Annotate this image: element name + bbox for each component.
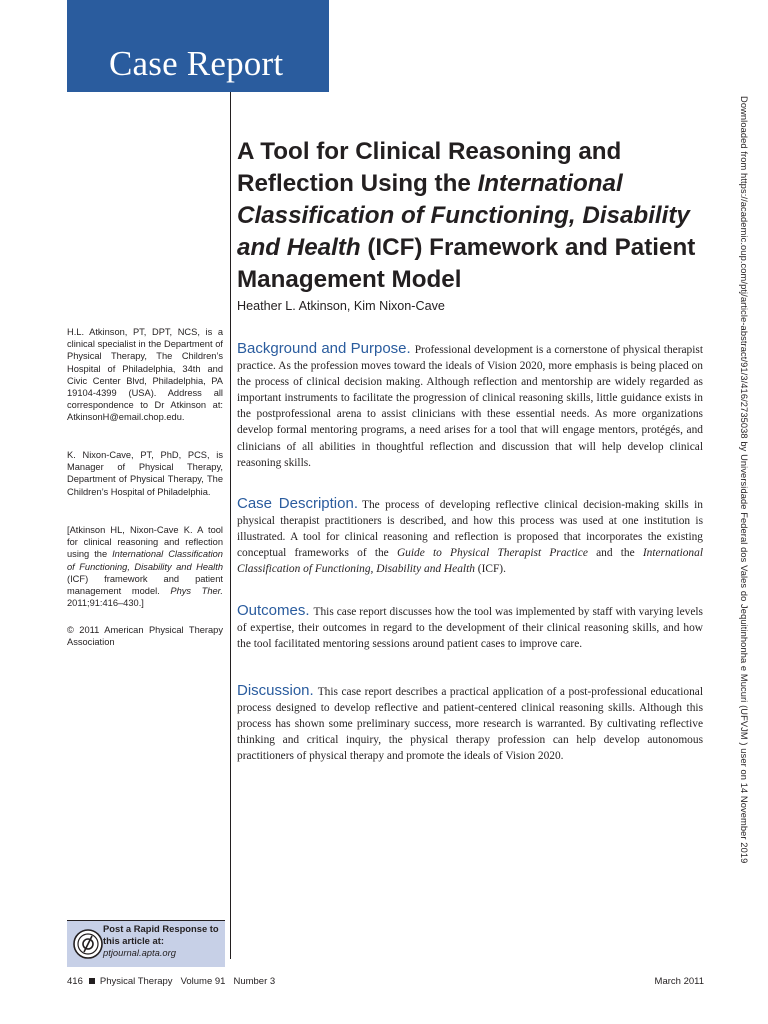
author-list: Heather L. Atkinson, Kim Nixon-Cave <box>237 299 445 313</box>
background-text: Professional development is a cornerstone of physical therapist practice. As the profession moves toward the ideals of Vision 2020, more emphasis is being placed on the process of clinical decision making. Although reflection and mentorship are widely regarded as important instruments to facilitate the progression of clinical reasoning skills, little guidance exists in the postprofessional arena to assist clinicians with these essential needs. As more organizations develop formal mentoring programs, a need arises for a tool that will engage mentors, protégés, and clinicians of all abilities in thoughtful reflection and discussion that will help develop clinical reasoning skills. <box>237 344 704 469</box>
case-italic-1: Guide to Physical Therapist Practice <box>396 547 588 560</box>
copyright-note <box>67 624 223 648</box>
case-text-1: The process of developing reflective clinical decision-making skills in physical therapist practitioners is described, and how this process was used at one institution is illustrated. A tool for clinical reasoning and reflection is proposed that incorporates the existing conceptual frameworks of the <box>237 499 703 560</box>
case-text-3: (ICF). <box>474 563 506 576</box>
citation-text <box>67 524 223 609</box>
banner-title: Case Report <box>109 44 284 83</box>
outcomes-heading: Outcomes. <box>237 602 310 619</box>
title-italic: International Classification of Functioning, Disability and Health <box>237 170 690 261</box>
download-note: Downloaded from https://academic.oup.com/ptj/article-abstract/91/3/416/2735038 by Universidade Federal dos Vales do Jequitinhonha e Mucuri (UFVJM ) user on 14 November 2019 <box>739 96 749 864</box>
case-text-2: and the <box>587 547 643 560</box>
author-note-nixon-cave <box>67 449 223 498</box>
section-background <box>237 341 703 471</box>
rapid-response-text <box>103 923 223 959</box>
citation-journal: Phys Ther. <box>170 586 223 597</box>
issue-date: March 2011 <box>654 976 704 987</box>
volume: Volume 91 <box>180 976 226 987</box>
article-title <box>237 136 707 296</box>
copyright-text: © 2011 American Physical Therapy Association <box>67 625 223 648</box>
outcomes-text: This case report discusses how the tool was implemented by staff with varying levels of expertise, their outcomes in regard to the development of their clinical reasoning skills, and how the tool facilitated mentoring sessions around patient cases to improve care. <box>237 606 703 651</box>
page-number: 416 <box>67 976 83 987</box>
column-divider <box>230 92 231 959</box>
citation-part2: (ICF) framework and patient management model. <box>67 573 223 597</box>
citation-part1: [Atkinson HL, Nixon-Cave K. A tool for clinical reasoning and reflection using the <box>67 525 223 560</box>
nixon-cave-affiliation: K. Nixon-Cave, PT, PhD, PCS, is Manager of Physical Therapy, Department of Physical Therapy, The Children’s Hospital of Philadelphia. <box>67 450 223 497</box>
citation-part3: 2011;91:416–430.] <box>67 598 144 609</box>
case-heading: Case Description. <box>237 495 358 512</box>
rapid-response-link[interactable]: ptjournal.apta.org <box>103 947 176 958</box>
citation-note <box>67 524 223 609</box>
section-case-description <box>237 496 703 577</box>
discussion-text: This case report describes a practical application of a post-professional educational process designed to develop reflective and patient-centered clinical reasoning skills. Although this process has shown some preliminary success, more research is warranted. By cultivating reflective thinking and critical inquiry, the physical therapy profession can help develop autonomous practitioners of physical therapy and promote the ideals of Vision 2020. <box>237 686 703 763</box>
rapid-response-label: Post a Rapid Response to this article at: <box>103 923 219 946</box>
issue-number: Number 3 <box>233 976 276 987</box>
atkinson-affiliation: H.L. Atkinson, PT, DPT, NCS, is a clinical specialist in the Department of Physical Therapy, The Children’s Hospital of Philadelphia, 34th and Civic Center Blvd, Philadelphia, PA 19104-4399 (USA). Address all correspondence to Dr Atkinson at: AtkinsonH@email.chop.edu. <box>67 327 223 423</box>
case-italic-2: International Classification of Functioning, Disability and Health <box>237 547 703 576</box>
section-discussion <box>237 683 703 764</box>
author-note-atkinson <box>67 326 223 424</box>
section-banner <box>67 0 329 92</box>
title-part1: A Tool for Clinical Reasoning and Reflection Using the <box>237 138 622 197</box>
title-part2: (ICF) Framework and Patient Management Model <box>237 234 696 293</box>
rapid-response-box[interactable] <box>67 920 225 967</box>
discussion-heading: Discussion. <box>237 682 314 699</box>
download-note-wrapper <box>734 96 750 936</box>
section-outcomes <box>237 603 703 652</box>
footer-left <box>67 976 275 987</box>
background-heading: Background and Purpose. <box>237 340 411 357</box>
square-bullet-icon <box>89 978 95 984</box>
rapid-response-icon <box>72 928 104 960</box>
citation-italic: International Classification of Functioning, Disability and Health <box>67 549 223 572</box>
journal-name: Physical Therapy <box>99 976 173 987</box>
